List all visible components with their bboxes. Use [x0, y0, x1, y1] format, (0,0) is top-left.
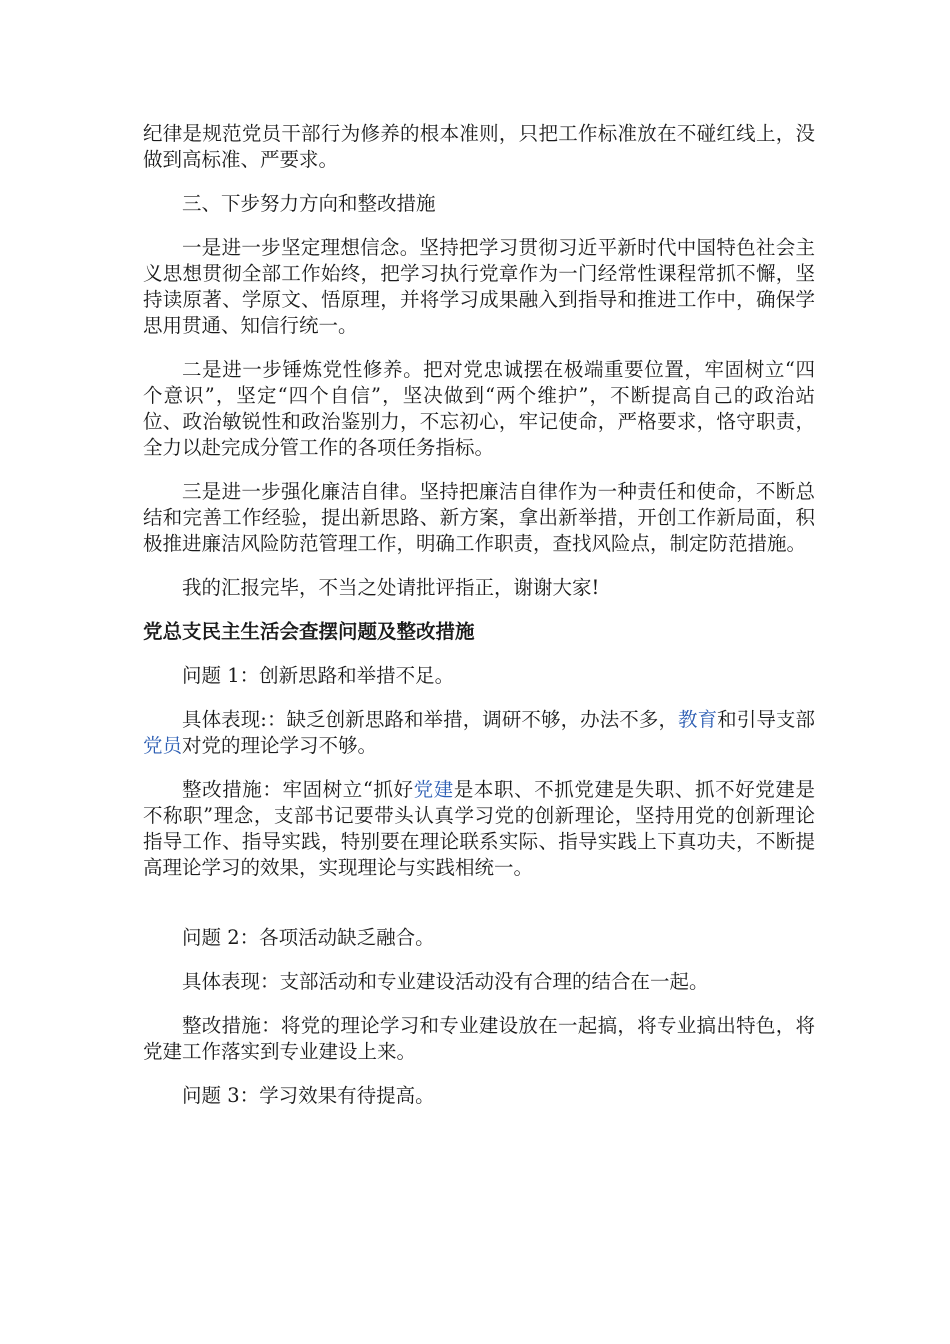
problem-2-title: 问题 2：各项活动缺乏融合。 [182, 926, 435, 949]
paragraph-integrity: 三是进一步强化廉洁自律。坚持把廉洁自律作为一种责任和使命，不断总结和完善工作经验，提出新思路、新方案，拿出新举措，开创工作新局面，积极推进廉洁风险防范管理工作，明确工作职责，查找风险点，制定防范措施。 [143, 480, 815, 555]
problem-1-detail [143, 707, 815, 759]
party-member-link[interactable]: 党员 [143, 734, 183, 757]
problem-1-detail-text-c: 对党的理论学习不够。 [182, 734, 378, 757]
paragraph-closing: 我的汇报完毕，不当之处请批评指正，谢谢大家! [182, 576, 600, 599]
spacer [143, 899, 815, 925]
section-heading-next-steps: 三、下步努力方向和整改措施 [182, 192, 436, 215]
document-title: 党总支民主生活会查摆问题及整改措施 [143, 620, 475, 643]
problem-1-title: 问题 1：创新思路和举措不足。 [182, 664, 455, 687]
problem-1-fix-text-a: 整改措施：牢固树立“抓好 [182, 778, 414, 801]
problem-3-title: 问题 3：学习效果有待提高。 [182, 1084, 435, 1107]
problem-1-detail-text-a: 具体表现:：缺乏创新思路和举措，调研不够，办法不多， [182, 708, 679, 731]
party-building-link[interactable]: 党建 [413, 778, 454, 801]
problem-1-fix [143, 777, 815, 881]
problem-1-fix-text-b: 是本职、不抓党建是失职、抓不好党建是不称职”理念，支部书记要带头认真学习党的创新理论，坚持用党的创新理论指导工作、指导实践，特别要在理论联系实际、指导实践上下真功夫，不断提高理论学习的效果，实现理论与实践相统一。 [143, 778, 815, 879]
education-link[interactable]: 教育 [678, 708, 718, 731]
problem-2-fix: 整改措施：将党的理论学习和专业建设放在一起搞，将专业搞出特色，将党建工作落实到专业建设上来。 [143, 1014, 815, 1063]
paragraph-party-spirit: 二是进一步锤炼党性修养。把对党忠诚摆在极端重要位置，牢固树立“四个意识”，坚定“四个自信”，坚决做到“两个维护”，不断提高自己的政治站位、政治敏锐性和政治鉴别力，不忘初心，牢记使命，严格要求，恪守职责，全力以赴完成分管工作的各项任务指标。 [143, 358, 815, 459]
problem-2-detail: 具体表现：支部活动和专业建设活动没有合理的结合在一起。 [182, 970, 709, 993]
document-body [143, 121, 815, 1127]
paragraph-ideals: 一是进一步坚定理想信念。坚持把学习贯彻习近平新时代中国特色社会主义思想贯彻全部工作始终，把学习执行党章作为一门经常性课程常抓不懈，坚持读原著、学原文、悟原理，并将学习成果融入到指导和推进工作中，确保学思用贯通、知信行统一。 [143, 236, 815, 337]
paragraph-discipline: 纪律是规范党员干部行为修养的根本准则，只把工作标准放在不碰红线上，没做到高标准、严要求。 [143, 122, 815, 171]
problem-1-detail-text-b: 和引导支部 [717, 708, 815, 731]
